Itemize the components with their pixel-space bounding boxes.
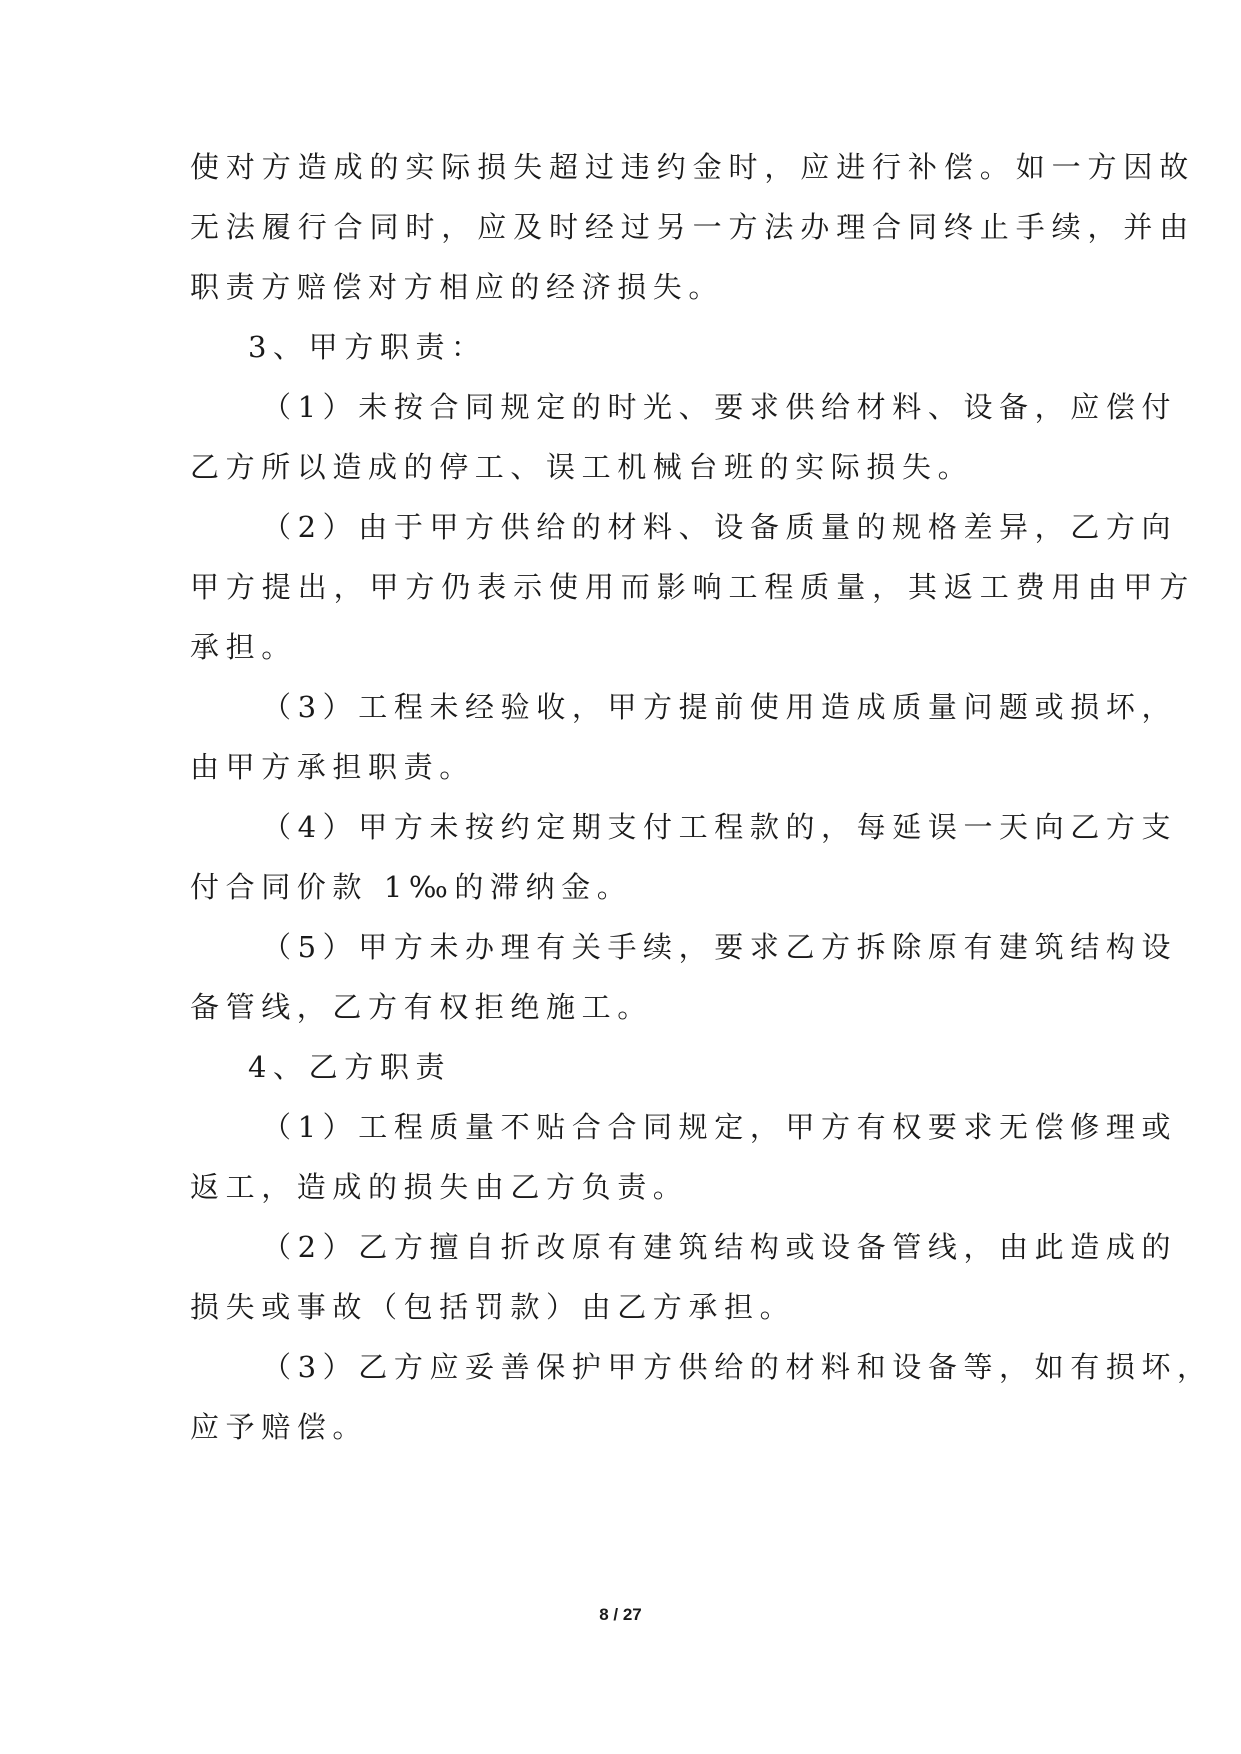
paragraph-line: 无法履行合同时，应及时经过另一方法办理合同终止手续，并由: [190, 210, 1196, 244]
paragraph-line: 由甲方承担职责。: [190, 750, 475, 784]
paragraph-line: （2）乙方擅自折改原有建筑结构或设备管线，由此造成的: [262, 1230, 1178, 1264]
paragraph-line: 使对方造成的实际损失超过违约金时，应进行补偿。如一方因故: [190, 150, 1196, 184]
paragraph-line: （3）工程未经验收，甲方提前使用造成质量问题或损坏，: [262, 690, 1178, 724]
paragraph-line: （2）由于甲方供给的材料、设备质量的规格差异，乙方向: [262, 510, 1178, 544]
paragraph-line: （5）甲方未办理有关手续，要求乙方拆除原有建筑结构设: [262, 930, 1178, 964]
paragraph-line: （4）甲方未按约定期支付工程款的，每延误一天向乙方支: [262, 810, 1178, 844]
paragraph-line: （1）未按合同规定的时光、要求供给材料、设备，应偿付: [262, 390, 1178, 424]
page-number: 8 / 27: [599, 1605, 642, 1624]
section-heading: 4、乙方职责: [248, 1050, 452, 1084]
paragraph-line: 承担。: [190, 630, 297, 664]
paragraph-line: （3）乙方应妥善保护甲方供给的材料和设备等，如有损坏，: [262, 1350, 1213, 1384]
paragraph-line: 甲方提出，甲方仍表示使用而影响工程质量，其返工费用由甲方: [190, 570, 1196, 604]
paragraph-line: 返工，造成的损失由乙方负责。: [190, 1170, 689, 1204]
paragraph-line: 应予赔偿。: [190, 1410, 369, 1444]
paragraph-line: 付合同价款 1‰的滞纳金。: [190, 870, 633, 904]
paragraph-line: （1）工程质量不贴合合同规定，甲方有权要求无偿修理或: [262, 1110, 1178, 1144]
section-heading: 3、甲方职责：: [248, 330, 487, 364]
paragraph-line: 损失或事故（包括罚款）由乙方承担。: [190, 1290, 796, 1324]
paragraph-line: 乙方所以造成的停工、误工机械台班的实际损失。: [190, 450, 974, 484]
paragraph-line: 备管线，乙方有权拒绝施工。: [190, 990, 653, 1024]
paragraph-line: 职责方赔偿对方相应的经济损失。: [190, 270, 725, 304]
